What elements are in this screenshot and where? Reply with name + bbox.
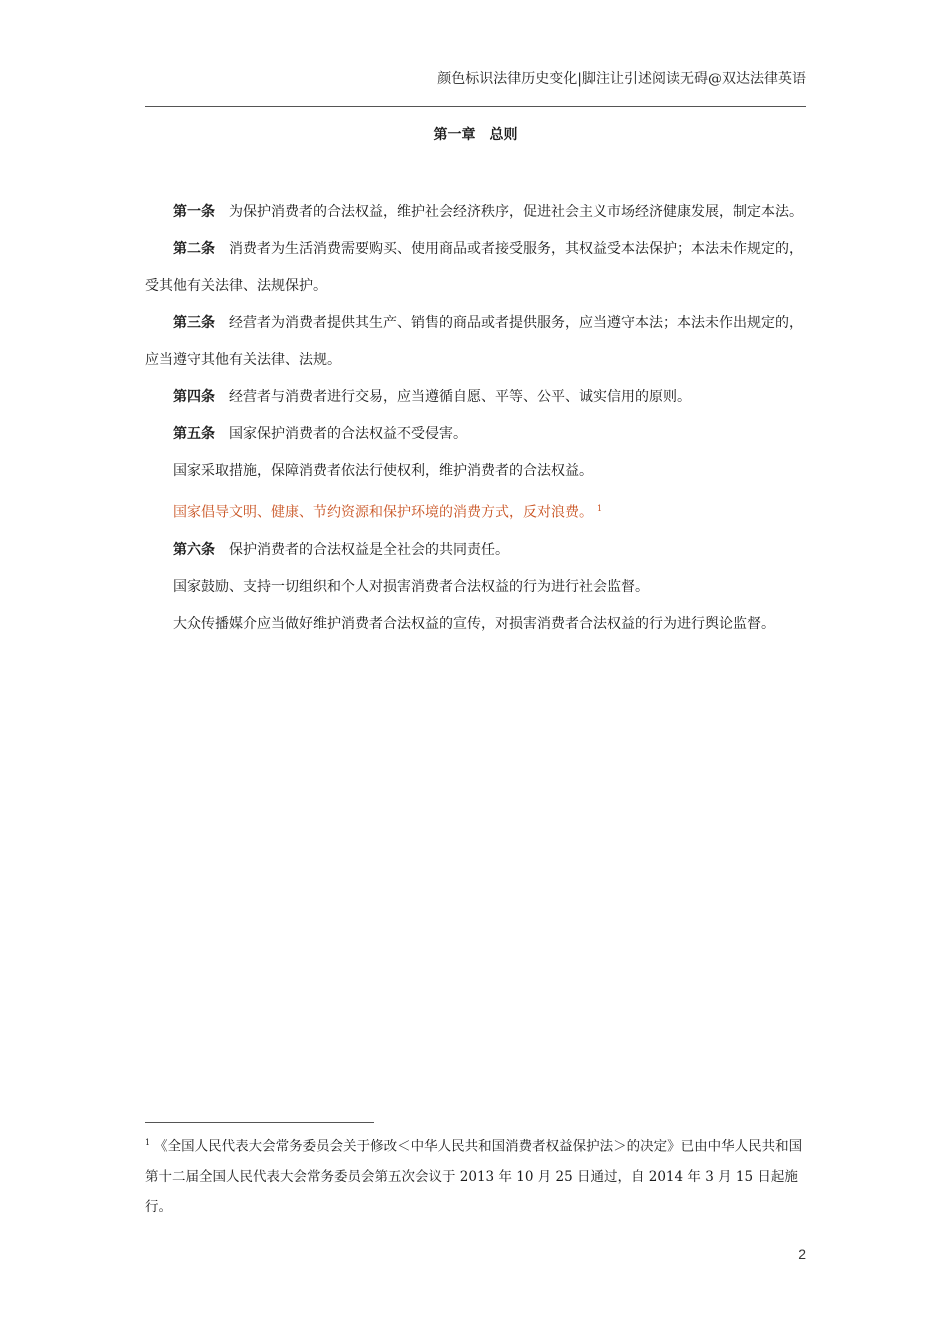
article-number: 第三条 xyxy=(173,315,215,331)
article-1 xyxy=(145,194,806,231)
article-text: 经营者与消费者进行交易，应当遵循自愿、平等、公平、诚实信用的原则。 xyxy=(229,389,691,405)
article-5-clause-3-amended xyxy=(145,490,806,532)
article-5-clause-2 xyxy=(145,453,806,490)
header-divider xyxy=(145,106,806,107)
page-number: 2 xyxy=(798,1246,806,1262)
article-text: 国家倡导文明、健康、节约资源和保护环境的消费方式，反对浪费。 xyxy=(173,504,593,521)
footnote-reference[interactable]: 1 xyxy=(597,504,603,513)
article-text: 大众传播媒介应当做好维护消费者合法权益的宣传，对损害消费者合法权益的行为进行舆论监督。 xyxy=(173,615,775,632)
footnote-divider xyxy=(145,1122,374,1123)
article-text: 保护消费者的合法权益是全社会的共同责任。 xyxy=(229,541,509,558)
article-6-clause-2 xyxy=(145,569,806,606)
article-number: 第二条 xyxy=(173,241,215,257)
footnote-text: 《全国人民代表大会常务委员会关于修改＜中华人民共和国消费者权益保护法＞的决定》已由中华人民共和国第十二届全国人民代表大会常务委员会第五次会议于 2013 年 10 月 25 日通过，自 2014 年 3 月 15 日起施行。 xyxy=(145,1138,803,1215)
article-number: 第五条 xyxy=(173,426,215,442)
article-text: 消费者为生活消费需要购买、使用商品或者接受服务，其权益受本法保护；本法未作规定的，受其他有关法律、法规保护。 xyxy=(145,241,803,294)
article-text: 国家保护消费者的合法权益不受侵害。 xyxy=(229,426,467,442)
footnote-number: 1 xyxy=(145,1138,151,1147)
article-4 xyxy=(145,379,806,416)
article-number: 第一条 xyxy=(173,204,215,220)
article-5 xyxy=(145,416,806,453)
article-6 xyxy=(145,532,806,569)
article-2 xyxy=(145,231,806,305)
page-header: 颜色标识法律历史变化|脚注让引述阅读无碍@双达法律英语 xyxy=(437,71,806,87)
article-text: 国家采取措施，保障消费者依法行使权利，维护消费者的合法权益。 xyxy=(173,463,593,479)
article-text: 经营者为消费者提供其生产、销售的商品或者提供服务，应当遵守本法；本法未作出规定的，应当遵守其他有关法律、法规。 xyxy=(145,315,803,368)
article-text: 为保护消费者的合法权益，维护社会经济秩序，促进社会主义市场经济健康发展，制定本法。 xyxy=(229,204,803,220)
article-3 xyxy=(145,305,806,379)
article-text: 国家鼓励、支持一切组织和个人对损害消费者合法权益的行为进行社会监督。 xyxy=(173,578,649,595)
article-list xyxy=(145,194,806,643)
footnote xyxy=(145,1128,806,1222)
article-6-clause-3 xyxy=(145,606,806,643)
chapter-title: 第一章 总则 xyxy=(433,127,518,143)
article-number: 第六条 xyxy=(173,541,215,558)
article-number: 第四条 xyxy=(173,389,215,405)
